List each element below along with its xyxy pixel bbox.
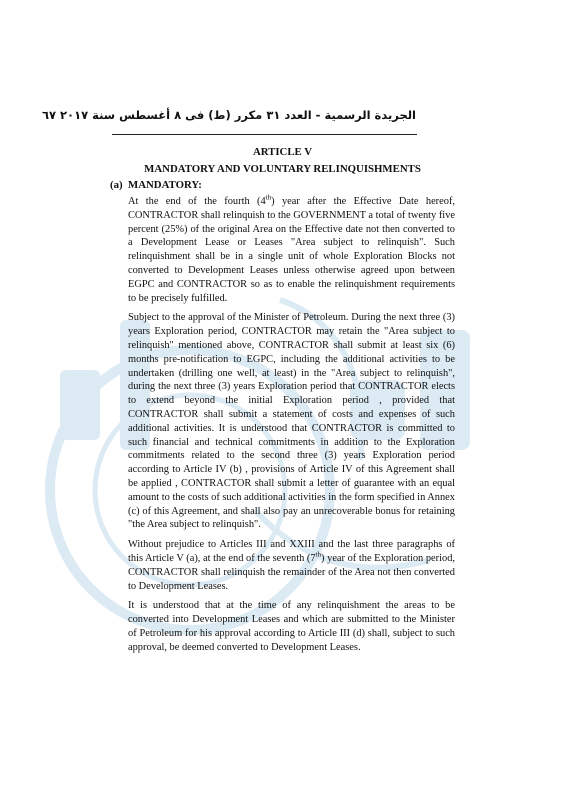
paragraph-3-text-a: Without prejudice to Articles III and XXIII and the last three paragraphs of this Article V (a), at the end of the seventh (7: [128, 539, 455, 564]
paragraph-1-text-b: ) year after the Effective Date hereof, CONTRACTOR shall relinquish to the GOVERNMENT a total of twenty five percent (25%) of the original Area on the Effective date not then converted to a Development Lease or Leases "Area subject to relinquish". Such relinquishment shall be in a single unit of whole Exploration Blocks not converted to Development Leases unless otherwise agreed upon between EGPC and CONTRACTOR so as to enable the relinquishment requirements to be precisely fulfilled.: [128, 196, 455, 304]
section-heading: [110, 179, 455, 192]
paragraph-1-ordinal: th: [265, 193, 272, 202]
section-label: (a): [110, 179, 123, 191]
section-title: MANDATORY:: [128, 179, 202, 191]
paragraph-1: [128, 195, 455, 305]
gazette-header: الجريدة الرسمية - العدد ٣١ مكرر (ط) فى ٨ أغسطس سنة ٢٠١٧ ٦٧: [41, 108, 416, 122]
paragraph-2: Subject to the approval of the Minister of Petroleum. During the next three (3) years Exploration period, CONTRACTOR may retain the "Area subject to relinquish" mentioned above, CONTRACTOR shall submit at least six (6) months pre-notification to EGPC, including the additional activities to be undertaken (drilling one well, at least) in the "Area subject to relinquish", during the next three (3) years Exploration period that CONTRACTOR elects to extend beyond the initial Exploration period , provided that CONTRACTOR shall submit a statement of costs and expenses of such additional activities. It is understood that CONTRACTOR is committed to such financial and technical commitments in addition to the Exploration commitments related to the second three (3) years Exploration period according to Article IV (b) , provisions of Article IV of this Agreement shall be applied , CONTRACTOR shall submit a letter of guarantee with an equal amount to the costs of such additional activities in the form specified in Annex (c) of this Agreement, and shall also pay an unrecoverable bonus for retaining "the Area subject to relinquish".: [128, 312, 455, 531]
paragraph-4: It is understood that at the time of any relinquishment the areas to be converted into Development Leases and which are submitted to the Minister of Petroleum for his approval according to Article III (d) shall, subject to such approval, be deemed converted to Development Leases.: [128, 600, 455, 653]
article-subtitle: MANDATORY AND VOLUNTARY RELINQUISHMENTS: [144, 163, 421, 175]
document-body: [110, 146, 455, 661]
header-rule: [112, 134, 417, 135]
paragraph-3-ordinal: th: [315, 550, 322, 559]
paragraph-1-text-a: At the end of the fourth (4: [128, 196, 266, 207]
paragraph-3: [128, 538, 455, 593]
article-title: ARTICLE V: [252, 146, 313, 158]
paragraph-3-text-b: ) year of the Exploration period, CONTRACTOR shall relinquish the remainder of the Area not then converted to Development Leases.: [128, 552, 455, 592]
